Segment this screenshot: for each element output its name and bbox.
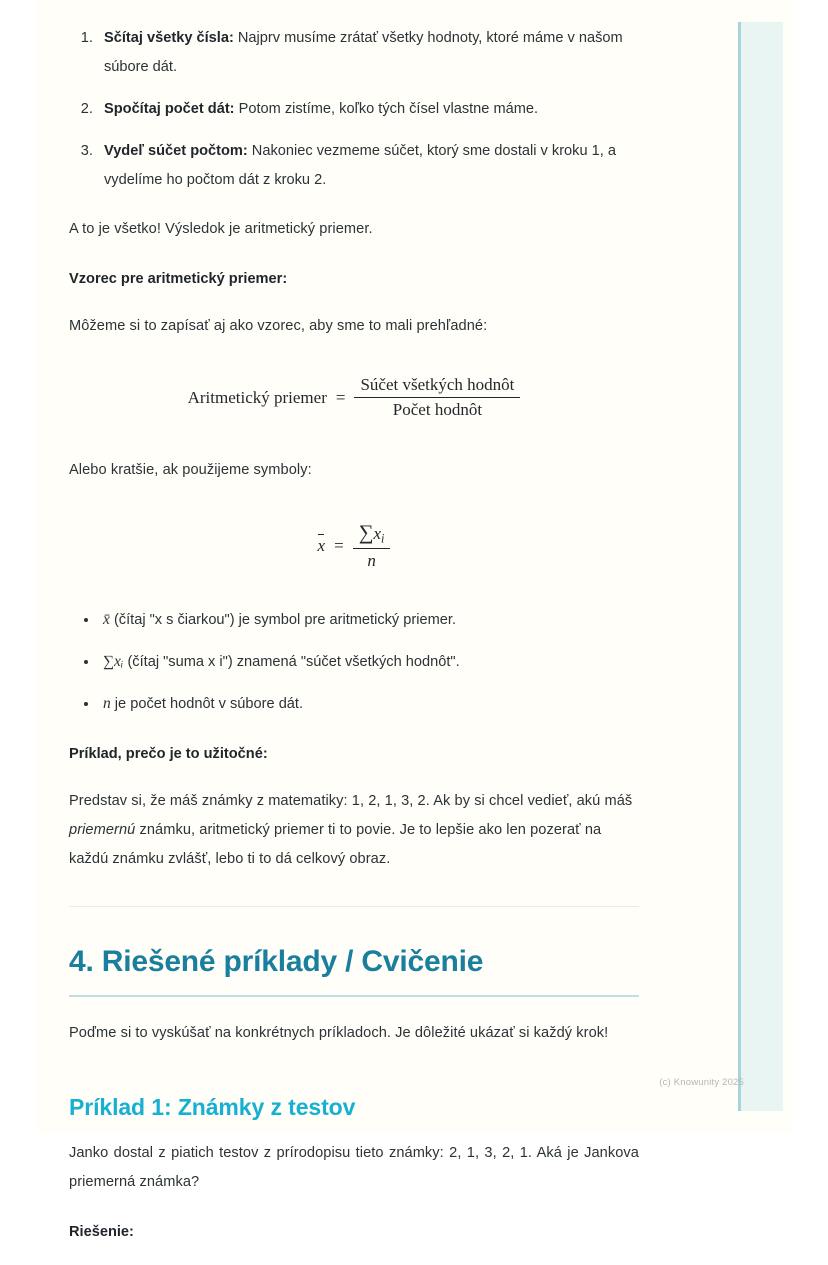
step-lead: Spočítaj počet dát: <box>104 101 235 117</box>
why-useful-heading: Príklad, prečo je to užitočné: <box>69 745 268 762</box>
step-lead: Vydeľ súčet počtom: <box>104 143 248 159</box>
formula-intro: Môžeme si to zapísať aj ako vzorec, aby sme to mali prehľadné: <box>69 318 488 334</box>
symbols-intro: Alebo kratšie, ak použijeme symboly: <box>69 462 312 479</box>
document-page <box>35 0 793 1240</box>
example-one-question: Janko dostal z piatich testov z prírodopisu tieto známky: 2, 1, 3, 2, 1. Aká je Jankova priemerná známka? <box>69 1144 639 1190</box>
section-four-intro: Poďme si to vyskúšať na konkrétnych príkladoch. Je dôležité ukázať si každý krok! <box>69 1024 609 1041</box>
decorative-side-band <box>738 22 783 1111</box>
formula-equals: = <box>334 536 344 556</box>
formula-fraction <box>353 521 391 571</box>
step-text: Nakoniec vezmeme súčet, ktorý sme dostali v kroku 1, a vydelíme ho počtom dát z kroku 2. <box>104 143 616 188</box>
document-content <box>69 24 639 1265</box>
formula-lhs: Aritmetický priemer <box>187 387 327 407</box>
subscript-i: i <box>381 531 385 546</box>
step-text: Potom zistíme, koľko tých čísel vlastne máme. <box>234 101 539 117</box>
example-one-title: Príklad 1: Známky z testov <box>69 1093 356 1120</box>
x-bar-symbol: x <box>317 536 326 556</box>
why-useful-paragraph <box>69 787 639 874</box>
legend-text: je počet hodnôt v súbore dát. <box>110 695 304 712</box>
list-item <box>99 689 639 719</box>
list-item <box>99 647 639 677</box>
solution-label: Riešenie: <box>69 1223 134 1240</box>
legend-text: (čítaj "suma x i") znamená "súčet všetkých hodnôt". <box>123 653 460 670</box>
why-useful-part2: známku, aritmetický priemer ti to povie. Je to lepšie ako len pozerať na každú známku zvlášť, lebo ti to dá celkový obraz. <box>69 821 602 867</box>
formula-denominator: Počet hodnôt <box>354 397 520 420</box>
formula-equals: = <box>335 387 346 407</box>
page-title: 4. Riešené príklady / Cvičenie <box>69 944 484 978</box>
steps-list <box>69 24 639 195</box>
list-item <box>97 137 639 195</box>
formula-heading: Vzorec pre aritmetický priemer: <box>69 271 288 287</box>
formula-numerator: Súčet všetkých hodnôt <box>360 375 515 394</box>
list-item <box>99 605 639 635</box>
step-text: Najprv musíme zrátať všetky hodnoty, ktoré máme v našom súbore dát. <box>104 30 623 75</box>
steps-conclusion: A to je všetko! Výsledok je aritmetický priemer. <box>69 221 373 237</box>
why-useful-part1: Predstav si, že máš známky z matematiky: 1, 2, 1, 3, 2. Ak by si chcel vedieť, akú máš <box>69 792 633 809</box>
formula-words <box>69 375 639 420</box>
legend-text: (čítaj "x s čiarkou") je symbol pre aritmetický priemer. <box>109 611 456 628</box>
legend-symbol: x̄ <box>103 610 110 628</box>
formula-fraction <box>354 375 520 420</box>
list-item <box>97 95 639 124</box>
why-useful-emphasis: priemernú <box>69 821 136 838</box>
footer-credit: (c) Knowunity 2025 <box>659 1077 744 1088</box>
legend-symbol: ∑xᵢ <box>103 652 124 670</box>
formula-denominator: n <box>353 548 391 571</box>
formula-symbols <box>69 521 639 571</box>
list-item <box>97 24 639 82</box>
title-underline-rule <box>69 995 639 997</box>
legend-symbol: n <box>103 694 111 712</box>
formula-numerator <box>353 521 391 548</box>
symbol-legend-list <box>69 605 639 719</box>
step-lead: Sčítaj všetky čísla: <box>104 30 234 46</box>
sigma-icon: ∑ <box>358 522 374 545</box>
variable-x: x <box>373 524 382 544</box>
